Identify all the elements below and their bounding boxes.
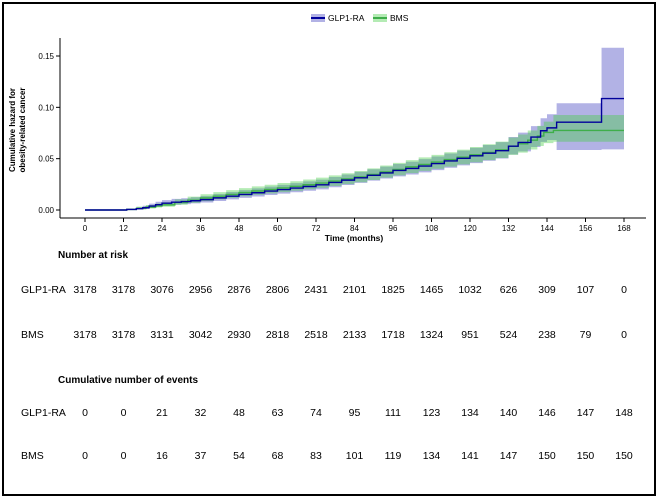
cumulative-events-value: 147 — [576, 407, 595, 419]
y-tick-label: 0.05 — [38, 154, 54, 164]
x-tick-label: 24 — [157, 224, 167, 233]
number-at-risk-title: Number at risk — [58, 250, 129, 261]
cumulative-events-value: 119 — [384, 450, 402, 462]
x-tick-label: 60 — [273, 224, 282, 233]
number-at-risk-value: 3178 — [73, 284, 97, 296]
cumulative-events-value: 0 — [82, 407, 88, 419]
number-at-risk-value: 0 — [621, 284, 627, 296]
cumulative-events-value: 150 — [615, 450, 633, 462]
cumulative-events-value: 63 — [271, 407, 284, 419]
x-tick-label: 96 — [388, 224, 398, 233]
cumulative-events-value: 111 — [385, 407, 401, 419]
number-at-risk-value: 2133 — [342, 329, 367, 341]
number-at-risk-value: 1324 — [419, 329, 444, 341]
x-tick-label: 132 — [501, 224, 516, 233]
cumulative-events-value: 16 — [156, 450, 168, 462]
cumulative-events-value: 148 — [615, 407, 633, 419]
number-at-risk-value: 2930 — [227, 329, 251, 341]
number-at-risk-value: 3042 — [188, 329, 213, 341]
cumulative-events-value: 134 — [461, 407, 479, 419]
cumulative-events-value: 21 — [156, 407, 168, 419]
cumulative-events-value: 141 — [461, 450, 479, 462]
row-label: BMS — [21, 450, 44, 462]
number-at-risk-value: 1032 — [458, 284, 482, 296]
x-tick-label: 72 — [311, 224, 321, 233]
number-at-risk-value: 2876 — [227, 284, 251, 296]
x-axis-title: Time (months) — [324, 233, 384, 243]
cumulative-events-value: 68 — [271, 450, 284, 462]
row-label: GLP1-RA — [21, 284, 66, 296]
row-label: BMS — [21, 329, 44, 341]
number-at-risk-row-glp1-ra — [0, 284, 658, 296]
x-tick-label: 156 — [578, 224, 593, 233]
cumulative-events-title: Cumulative number of events — [58, 375, 199, 386]
cumulative-events-value: 147 — [499, 450, 518, 462]
cumulative-events-value: 150 — [538, 450, 556, 462]
cumulative-events-value: 74 — [310, 407, 322, 419]
cumulative-events-value: 48 — [233, 407, 245, 419]
x-tick-label: 144 — [540, 224, 554, 233]
number-at-risk-value: 309 — [538, 284, 556, 296]
number-at-risk-value: 2818 — [265, 329, 290, 341]
row-label: GLP1-RA — [21, 407, 66, 419]
x-tick-label: 108 — [424, 224, 439, 233]
cumulative-hazard-chart — [0, 0, 658, 246]
cumulative-events-value: 150 — [576, 450, 595, 462]
y-axis-title-line: Cumulative hazard for — [8, 87, 17, 173]
number-at-risk-value: 626 — [499, 284, 518, 296]
number-at-risk-value: 2518 — [304, 329, 328, 341]
x-tick-label: 168 — [617, 224, 631, 233]
number-at-risk-value: 2101 — [342, 284, 367, 296]
number-at-risk-value: 3178 — [111, 284, 136, 296]
number-at-risk-value: 79 — [579, 329, 592, 341]
y-tick-label: 0.15 — [38, 52, 54, 61]
bms-confidence-band — [85, 115, 624, 210]
number-at-risk-value: 238 — [538, 329, 556, 341]
legend-label-glp1-ra: GLP1-RA — [328, 13, 365, 23]
cumulative-events-value: 101 — [345, 450, 364, 462]
number-at-risk-value: 3178 — [73, 329, 97, 341]
cumulative-events-value: 0 — [82, 450, 88, 462]
number-at-risk-value: 1465 — [419, 284, 444, 296]
cumulative-events-value: 0 — [120, 407, 127, 419]
x-tick-label: 12 — [119, 224, 128, 233]
number-at-risk-value: 3076 — [150, 284, 174, 296]
x-tick-label: 84 — [350, 224, 359, 233]
cumulative-events-value: 37 — [194, 450, 207, 462]
number-at-risk-value: 107 — [576, 284, 595, 296]
x-tick-label: 48 — [234, 224, 244, 233]
cumulative-events-row-glp1-ra — [0, 407, 658, 419]
number-at-risk-value: 1718 — [381, 329, 405, 341]
cumulative-events-value: 83 — [310, 450, 322, 462]
number-at-risk-row-bms — [0, 329, 658, 341]
cumulative-events-value: 134 — [422, 450, 441, 462]
cumulative-events-row-bms — [0, 450, 658, 462]
number-at-risk-value: 0 — [621, 329, 627, 341]
number-at-risk-value: 2431 — [304, 284, 328, 296]
cumulative-events-value: 140 — [499, 407, 518, 419]
cumulative-events-value: 123 — [422, 407, 441, 419]
number-at-risk-value: 2806 — [265, 284, 290, 296]
y-tick-label: 0.00 — [38, 206, 54, 215]
y-axis-title-line: obesity-related cancer — [18, 87, 27, 173]
x-tick-label: 120 — [463, 224, 477, 233]
cumulative-events-value: 95 — [348, 407, 361, 419]
number-at-risk-value: 1825 — [381, 284, 405, 296]
number-at-risk-value: 2956 — [188, 284, 213, 296]
legend-label-bms: BMS — [390, 13, 409, 23]
number-at-risk-value: 951 — [461, 329, 479, 341]
cumulative-events-value: 54 — [233, 450, 245, 462]
cumulative-events-value: 0 — [120, 450, 127, 462]
number-at-risk-value: 3131 — [150, 329, 174, 341]
cumulative-events-value: 32 — [194, 407, 207, 419]
glp1-ra-hazard-line — [85, 99, 624, 210]
number-at-risk-value: 524 — [499, 329, 518, 341]
cumulative-events-value: 146 — [538, 407, 556, 419]
y-tick-label: 0.10 — [38, 103, 54, 113]
x-tick-label: 36 — [196, 224, 205, 233]
number-at-risk-value: 3178 — [111, 329, 136, 341]
x-tick-label: 0 — [82, 224, 88, 233]
